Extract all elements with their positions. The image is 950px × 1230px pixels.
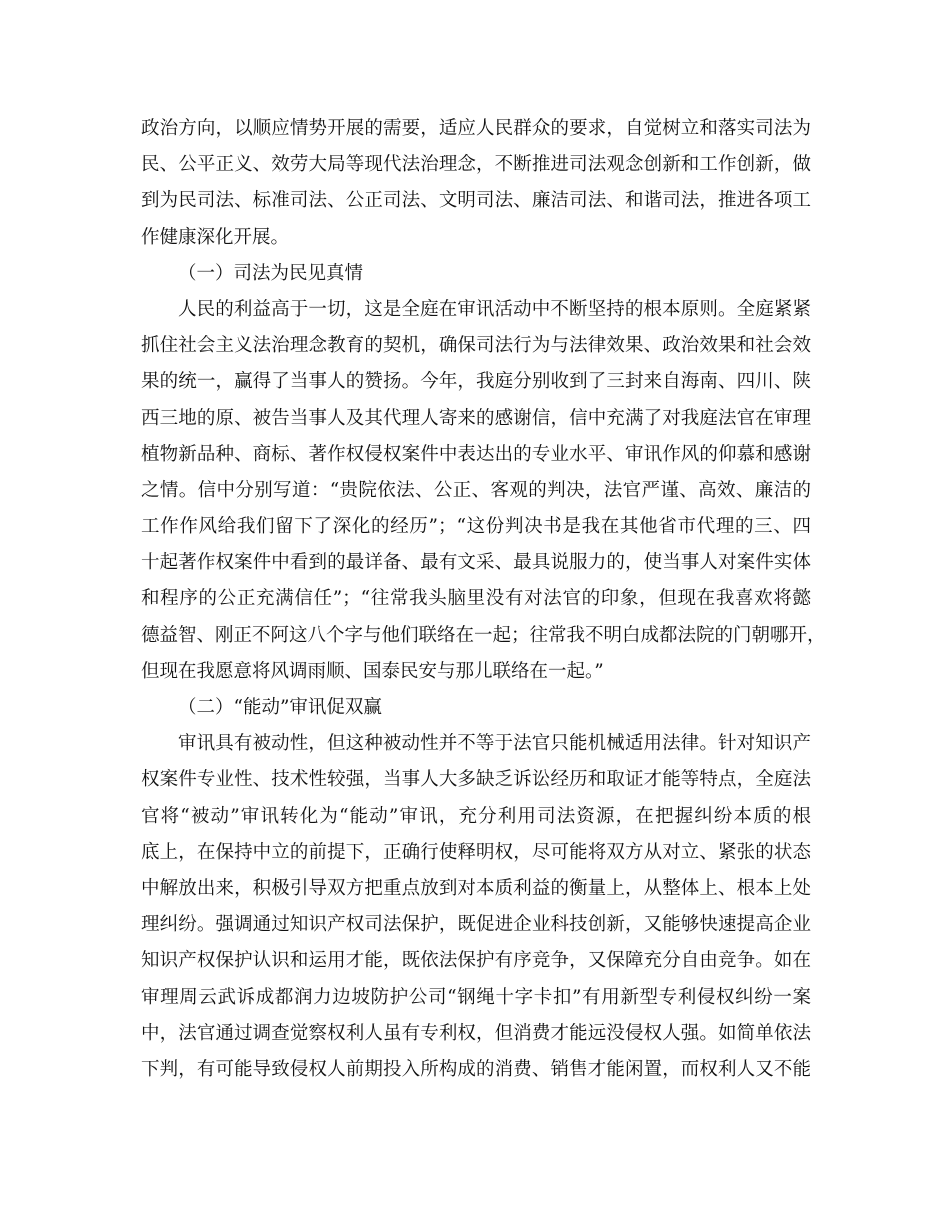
- paragraph-line: 和程序的公正充满信任”；“往常我头脑里没有对法官的印象，但现在我喜欢将懿: [141, 588, 811, 610]
- section-1-paragraph: [141, 292, 826, 690]
- paragraph-line: 到为民司法、标准司法、公正司法、文明司法、廉洁司法、和谐司法，推进各项工: [141, 190, 811, 212]
- section-2-paragraph: [141, 726, 811, 1088]
- paragraph-line: 底上，在保持中立的前提下，正确行使释明权，尽可能将双方从对立、紧张的状态: [141, 841, 811, 863]
- paragraph-line: 审理周云武诉成都润力边坡防护公司“钢绳十字卡扣”有用新型专利侵权纠纷一案: [141, 986, 811, 1008]
- section-heading-1: （一）司法为民见真情: [178, 262, 364, 284]
- paragraph-line: 植物新品种、商标、著作权侵权案件中表达出的专业水平、审讯作风的仰慕和感谢: [141, 443, 811, 465]
- paragraph-line: 官将“被动”审讯转化为“能动”审讯，充分利用司法资源，在把握纠纷本质的根: [141, 805, 811, 827]
- paragraph-line: 中解放出来，积极引导双方把重点放到对本质利益的衡量上，从整体上、根本上处: [141, 877, 811, 899]
- paragraph-line: 作健康深化开展。: [141, 226, 290, 248]
- paragraph-line: 人民的利益高于一切，这是全庭在审讯活动中不断坚持的根本原则。全庭紧紧: [178, 298, 811, 320]
- paragraph-line: 审讯具有被动性，但这种被动性并不等于法官只能机械适用法律。针对知识产: [178, 733, 811, 755]
- paragraph-line: 中，法官通过调查觉察权利人虽有专利权，但消费才能远没侵权人强。如简单依法: [141, 1022, 811, 1044]
- paragraph-line: 但现在我愿意将风调雨顺、国泰民安与那儿联络在一起。”: [141, 660, 604, 682]
- section-heading-2: （二）“能动”审讯促双赢: [178, 697, 382, 718]
- paragraph-line: 抓住社会主义法治理念教育的契机，确保司法行为与法律效果、政治效果和社会效: [141, 335, 811, 357]
- paragraph-line: 知识产权保护认识和运用才能，既依法保护有序竞争，又保障充分自由竞争。如在: [141, 950, 811, 972]
- paragraph-line: 德益智、刚正不阿这八个字与他们联络在一起；往常我不明白成都法院的门朝哪开，: [141, 624, 826, 646]
- paragraph-line: 之情。信中分别写道：“贵院依法、公正、客观的判决，法官严谨、高效、廉洁的: [141, 479, 811, 501]
- paragraph-line: 西三地的原、被告当事人及其代理人寄来的感谢信，信中充满了对我庭法官在审理: [141, 407, 811, 429]
- document-body: [141, 111, 826, 1088]
- intro-paragraph: [141, 111, 811, 256]
- paragraph-line: 下判，有可能导致侵权人前期投入所构成的消费、销售才能闲置，而权利人又不能: [141, 1058, 811, 1080]
- paragraph-line: 工作作风给我们留下了深化的经历”；“这份判决书是我在其他省市代理的三、四: [141, 516, 811, 538]
- paragraph-line: 十起著作权案件中看到的最详备、最有文采、最具说服力的，使当事人对案件实体: [141, 552, 811, 574]
- paragraph-line: 果的统一，赢得了当事人的赞扬。今年，我庭分别收到了三封来自海南、四川、陕: [141, 371, 811, 393]
- paragraph-line: 政治方向，以顺应情势开展的需要，适应人民群众的要求，自觉树立和落实司法为: [141, 118, 811, 139]
- paragraph-line: 权案件专业性、技术性较强，当事人大多缺乏诉讼经历和取证才能等特点，全庭法: [141, 769, 811, 791]
- paragraph-line: 理纠纷。强调通过知识产权司法保护，既促进企业科技创新，又能够快速提高企业: [141, 914, 811, 936]
- paragraph-line: 民、公平正义、效劳大局等现代法治理念，不断推进司法观念创新和工作创新，做: [141, 154, 811, 176]
